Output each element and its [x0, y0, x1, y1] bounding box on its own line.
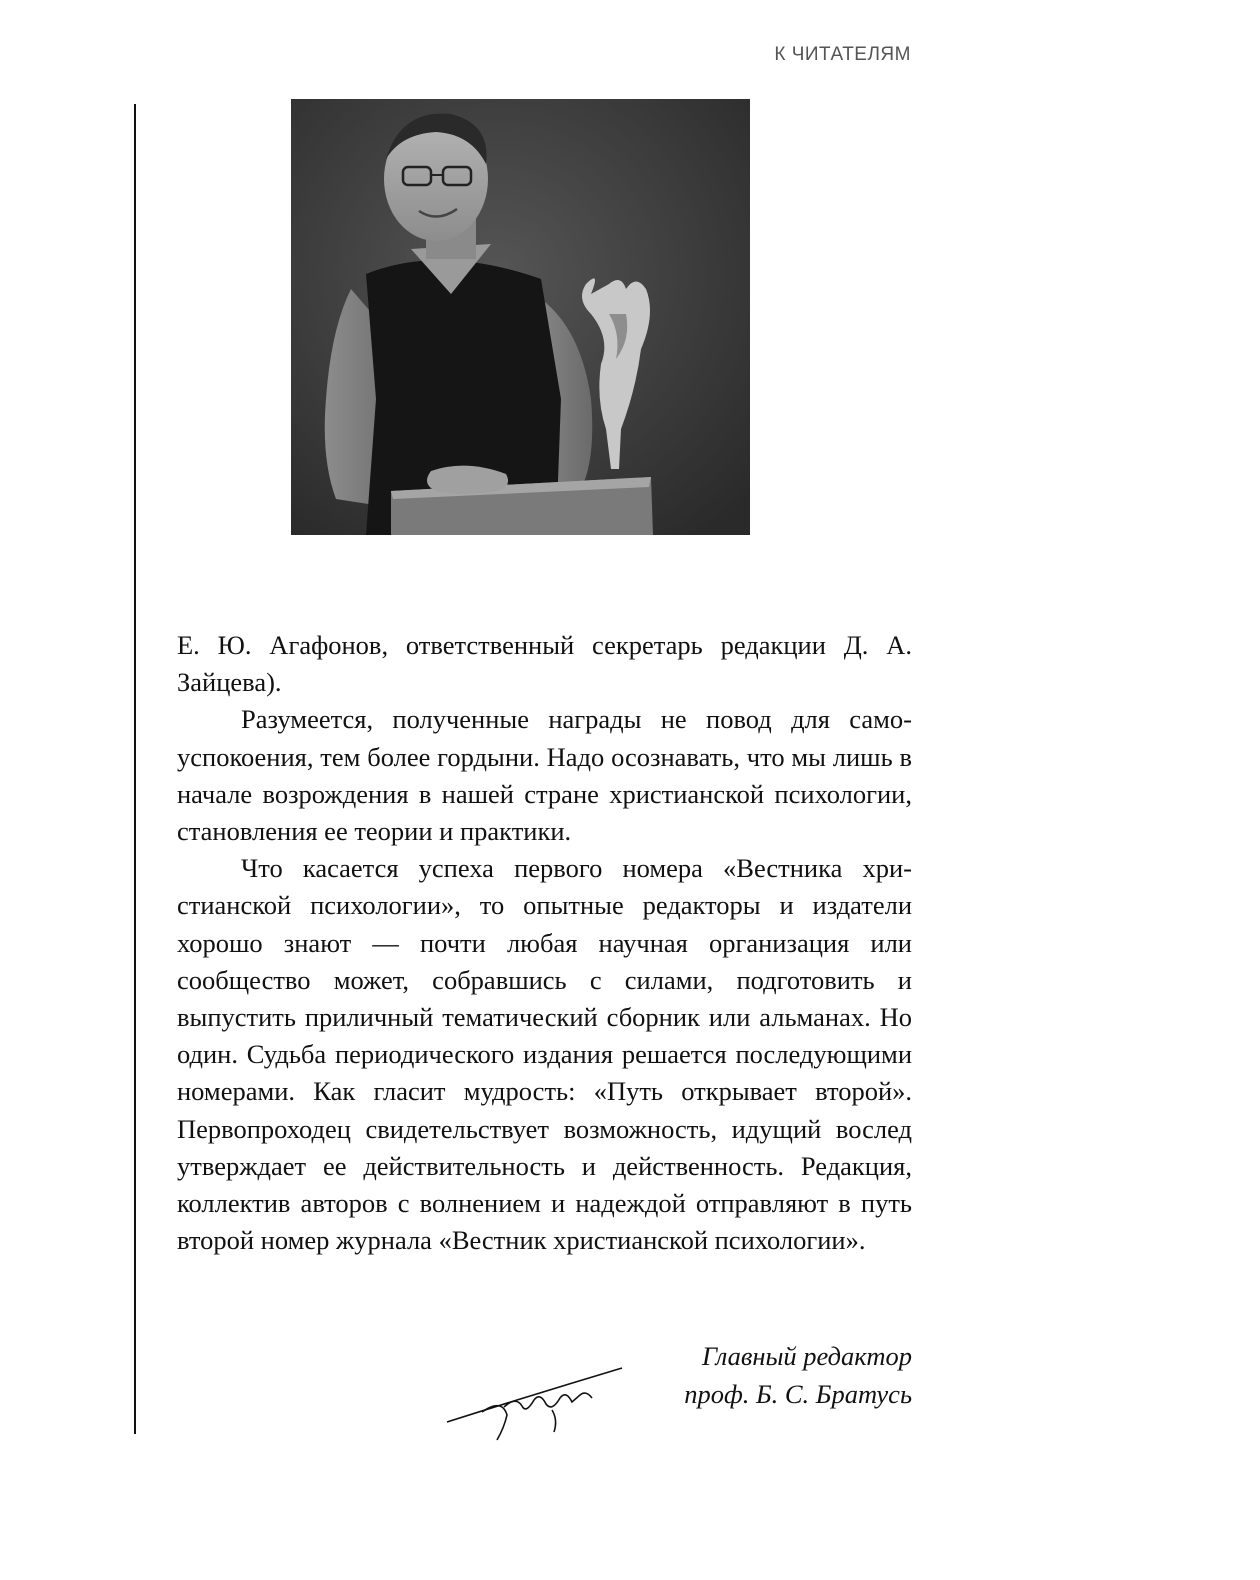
running-head-title: К ЧИТАТЕЛЯМ	[774, 44, 911, 65]
signature-role: Главный редактор	[702, 1341, 912, 1371]
paragraph: Разумеется, полученные награды не повод для самоуспокоения, тем более гордыни. Надо осознавать, что мы лишь в начале возрождения в нашей стране христианской психологии, становления ее теории и практики.	[177, 704, 912, 847]
margin-rule	[134, 104, 136, 1434]
portrait-photo	[291, 99, 750, 535]
signature-block	[684, 1338, 912, 1413]
article-body	[177, 627, 912, 1259]
paragraph: Что касается успеха первого номера «Вестника христианской психологии», то опытные редакторы и издатели хорошо знают — почти любая научная организация или сообщество может, собравшись с силами, подготовить и выпустить приличный тематический сборник или альманах. Но один. Судьба периодического издания решается последующими номерами. Как гласит мудрость: «Путь открывает второй». Первопроходец свидетельствует возможность, идущий вослед утверждает ее действительность и действенность. Редакция, коллектив авторов с волнением и надеждой отправляют в путь второй номер журнала «Вестник христианской психологии».	[177, 853, 912, 1256]
signature-name: проф. Б. С. Братусь	[684, 1378, 912, 1409]
paragraph: Е. Ю. Агафонов, ответственный секретарь редакции Д. А. Зайцева).	[177, 630, 912, 698]
handwritten-signature-icon	[442, 1360, 632, 1445]
